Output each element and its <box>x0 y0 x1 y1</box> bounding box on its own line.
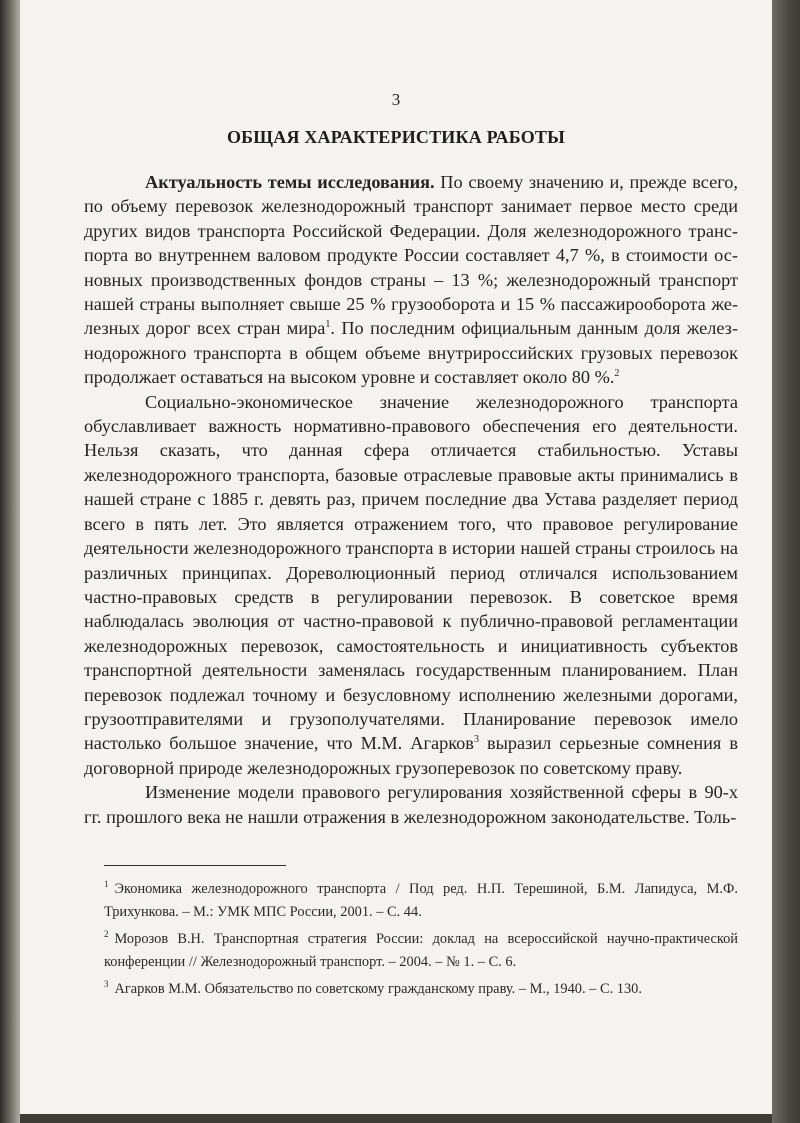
right-scan-edge <box>772 0 800 1123</box>
paragraph-text: По своему значению и, прежде всего, по объему перевозок железнодорожный транспорт занимает первое место среди других видов транспорта Российской Федерации. Доля железнодорожного транспорта во внутреннем валовом продукте России составляет 4,7 %, в стоимости основных производственных фондов страны – 13 %; железнодорожный транспорт нашей страны выполняет свыше 25 % грузооборота и 15 % пассажирооборота железных дорог всех стран мира <box>84 172 738 339</box>
footnote-2 <box>104 928 738 973</box>
page-number: 3 <box>391 90 401 109</box>
paragraph-3 <box>84 780 738 829</box>
footnote-text: Агарков М.М. Обязательство по советскому гражданскому праву. – М., 1940. – С. 130. <box>114 981 642 997</box>
footnote-ref: 2 <box>614 368 620 380</box>
footnote-text: Экономика железнодорожного транспорта / Под ред. Н.П. Терешиной, Б.М. Лапидуса, М.Ф. Трихункова. – М.: УМК МПС России, 2001. – С. 44. <box>104 881 738 920</box>
footnote-mark: 3 <box>104 979 109 990</box>
body-text <box>84 170 738 829</box>
paragraph-text: Изменение модели правового регулирования хозяйственной сферы в 90-х гг. прошлого века не нашли отражения в железнодорожном законодательстве. Толь- <box>84 782 738 827</box>
paragraph-2 <box>84 390 738 781</box>
document-page <box>20 0 772 1118</box>
paragraph-text: . По последним официальным данным доля железнодорожного транспорта в общем объеме внутрироссийских грузовых перевозок продолжает оставаться на высоком уровне и составляет около 80 %. <box>84 318 738 388</box>
footnote-text: Морозов В.Н. Транспортная стратегия России: доклад на всероссийской научно-практической конференции // Железнодорожный транспорт. – 2004. – № 1. – С. 6. <box>104 931 738 970</box>
footnotes <box>104 878 738 1006</box>
page-title: ОБЩАЯ ХАРАКТЕРИСТИКА РАБОТЫ <box>226 127 566 147</box>
footnote-mark: 2 <box>104 929 109 940</box>
footnote-divider <box>104 865 286 866</box>
footnote-3 <box>104 978 738 1001</box>
paragraph-1 <box>84 170 738 390</box>
footnote-ref: 3 <box>473 734 479 746</box>
footnote-mark: 1 <box>104 879 109 890</box>
footnote-ref: 1 <box>325 319 331 331</box>
paragraph-text: выразил серьезные сомнения в договорной природе железнодорожных грузоперевозок по советскому праву. <box>84 733 738 778</box>
footnote-1 <box>104 878 738 923</box>
paragraph-text: Социально-экономическое значение железнодорожного транспорта обуславливает важность нормативно-правового обеспечения его деятельности. Нельзя сказать, что данная сфера отличается стабильностью. Уставы железнодорожного транспорта, базовые отраслевые правовые акты принимались в нашей стране с 1885 г. девять раз, причем последние два Устава разделяет период всего в пять лет. Это является отражением того, что правовое регулирование деятельности железнодорожного транспорта в истории нашей страны строилось на различных принципах. Дореволюционный период отличался использованием частно-правовых средств в регулировании перевозок. В советское время наблюдалась эволюция от частно-правовой к публично-правовой регламентации железнодорожных перевозок, самостоятельность и инициативность субъектов транспортной деятельности заменялась государственным планированием. План перевозок подлежал точному и безусловному исполнению железными дорогами, грузоотправителями и грузополучателями. Планирование перевозок имело настолько большое значение, что М.М. Агарков <box>84 391 738 754</box>
paragraph-lead: Актуальность темы исследования. <box>145 172 435 192</box>
bottom-scan-edge <box>20 1114 772 1123</box>
